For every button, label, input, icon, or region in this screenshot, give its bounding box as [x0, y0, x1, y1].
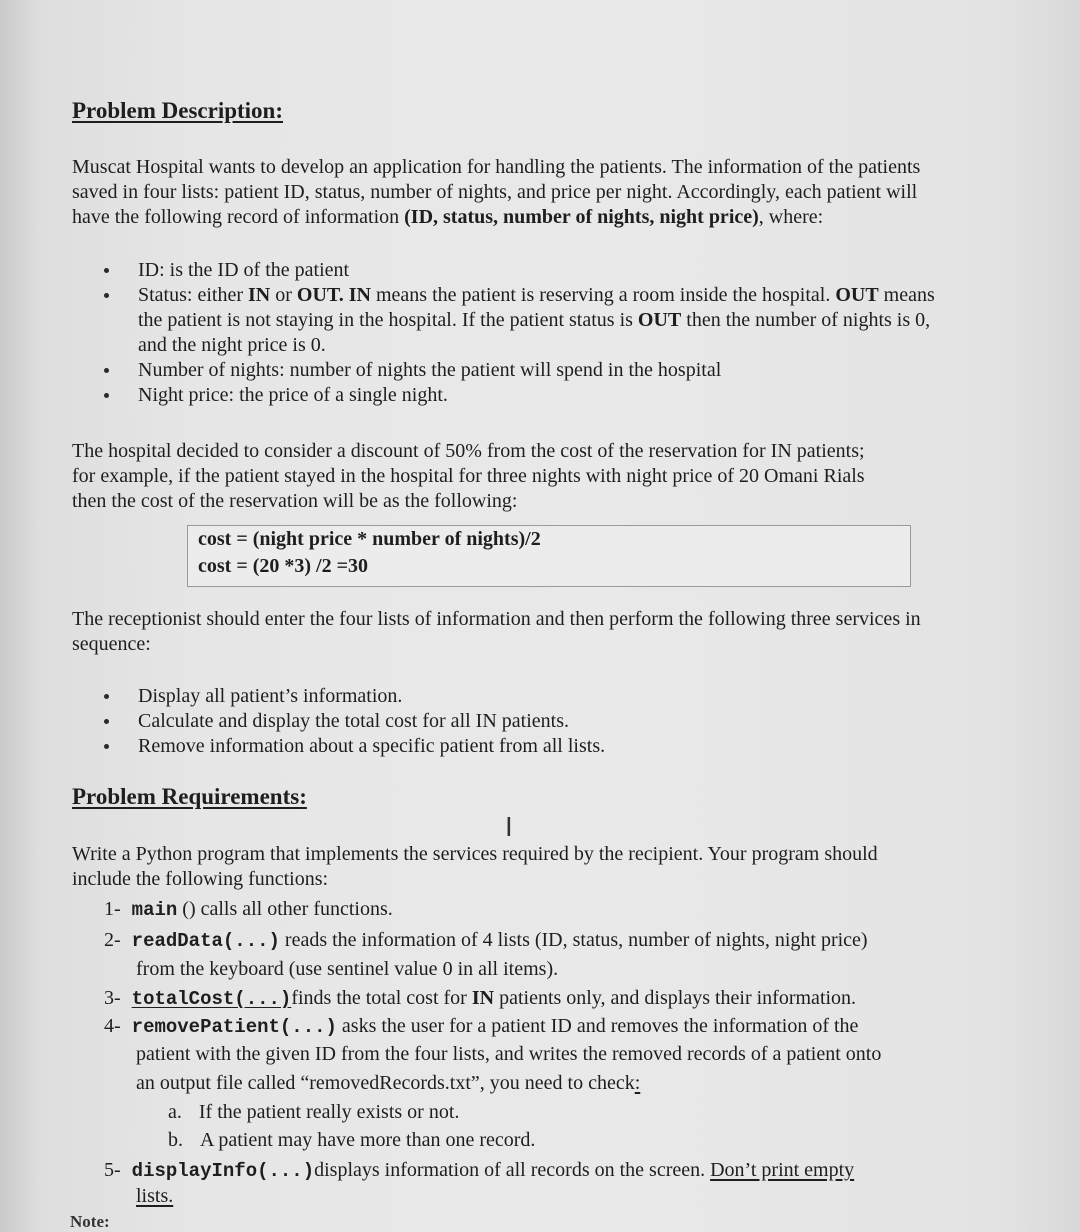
bullet-icon	[104, 293, 109, 298]
list-item-continuation: the patient is not staying in the hospital. If the patient status is OUT then the number of nights is 0,	[138, 309, 931, 331]
intro-line-1: Muscat Hospital wants to develop an application for handling the patients. The information of the patients	[72, 156, 921, 178]
bullet-icon	[104, 393, 109, 398]
formula-box	[187, 525, 911, 587]
bullet-icon	[104, 719, 109, 724]
list-item: Calculate and display the total cost for all IN patients.	[138, 709, 605, 734]
function-item-main: 1- main () calls all other functions.	[104, 898, 393, 921]
function-item-displayinfo: 5- displayInfo(...)displays information of all records on the screen. Don’t print empty	[104, 1159, 855, 1182]
list-item: Remove information about a specific patient from all lists.	[138, 734, 605, 759]
formula-line-1: cost = (night price * number of nights)/2	[198, 528, 541, 550]
list-item: ID: is the ID of the patient	[138, 258, 935, 283]
intro-line-2: saved in four lists: patient ID, status, number of nights, and price per night. Accordingly, each patient will	[72, 181, 918, 203]
bullet-icon	[104, 694, 109, 699]
function-item-removepatient: 4- removePatient(...) asks the user for a patient ID and removes the information of the	[104, 1015, 859, 1038]
intro-paragraph	[72, 155, 1062, 230]
function-item-continuation: an output file called “removedRecords.txt”, you need to check:	[136, 1072, 641, 1094]
list-item: Night price: the price of a single night.	[138, 383, 935, 408]
function-item-continuation: patient with the given ID from the four lists, and writes the removed records of a patient onto	[136, 1043, 882, 1065]
function-item-continuation: lists.	[136, 1185, 174, 1207]
receptionist-paragraph: The receptionist should enter the four lists of information and then perform the following three services in sequence:	[72, 608, 921, 655]
bullet-icon	[104, 368, 109, 373]
services-list	[138, 684, 605, 759]
intro-line-3: have the following record of information (ID, status, number of nights, night price), where:	[72, 206, 824, 228]
discount-paragraph: The hospital decided to consider a discount of 50% from the cost of the reservation for IN patients; for example, if the patient stayed in the hospital for three nights with night price of 20 Omani Rials then the cost of the reservation will be as the following:	[72, 440, 865, 512]
bullet-icon	[104, 744, 109, 749]
list-item: Display all patient’s information.	[138, 684, 605, 709]
list-item-continuation: and the night price is 0.	[138, 334, 326, 356]
list-item: Status: either IN or OUT. IN means the patient is reserving a room inside the hospital. OUT means	[138, 283, 935, 308]
requirements-heading: Problem Requirements:	[72, 784, 307, 809]
sub-item-a: a. If the patient really exists or not.	[168, 1101, 460, 1123]
text-cursor-icon: I	[505, 813, 513, 843]
function-item-readdata: 2- readData(...) reads the information of 4 lists (ID, status, number of nights, night price)	[104, 929, 868, 952]
bullet-icon	[104, 268, 109, 273]
function-item-continuation: from the keyboard (use sentinel value 0 in all items).	[136, 958, 559, 980]
function-item-totalcost: 3- totalCost(...)finds the total cost for IN patients only, and displays their information.	[104, 987, 857, 1010]
note-label: Note:	[70, 1212, 110, 1231]
description-heading: Problem Description:	[72, 98, 284, 123]
fields-list	[138, 258, 935, 408]
list-item: Number of nights: number of nights the patient will spend in the hospital	[138, 358, 935, 383]
sub-item-b: b. A patient may have more than one record.	[168, 1129, 536, 1151]
formula-line-2: cost = (20 *3) /2 =30	[198, 555, 368, 577]
requirements-intro: Write a Python program that implements the services required by the recipient. Your program should include the following functions:	[72, 843, 878, 890]
